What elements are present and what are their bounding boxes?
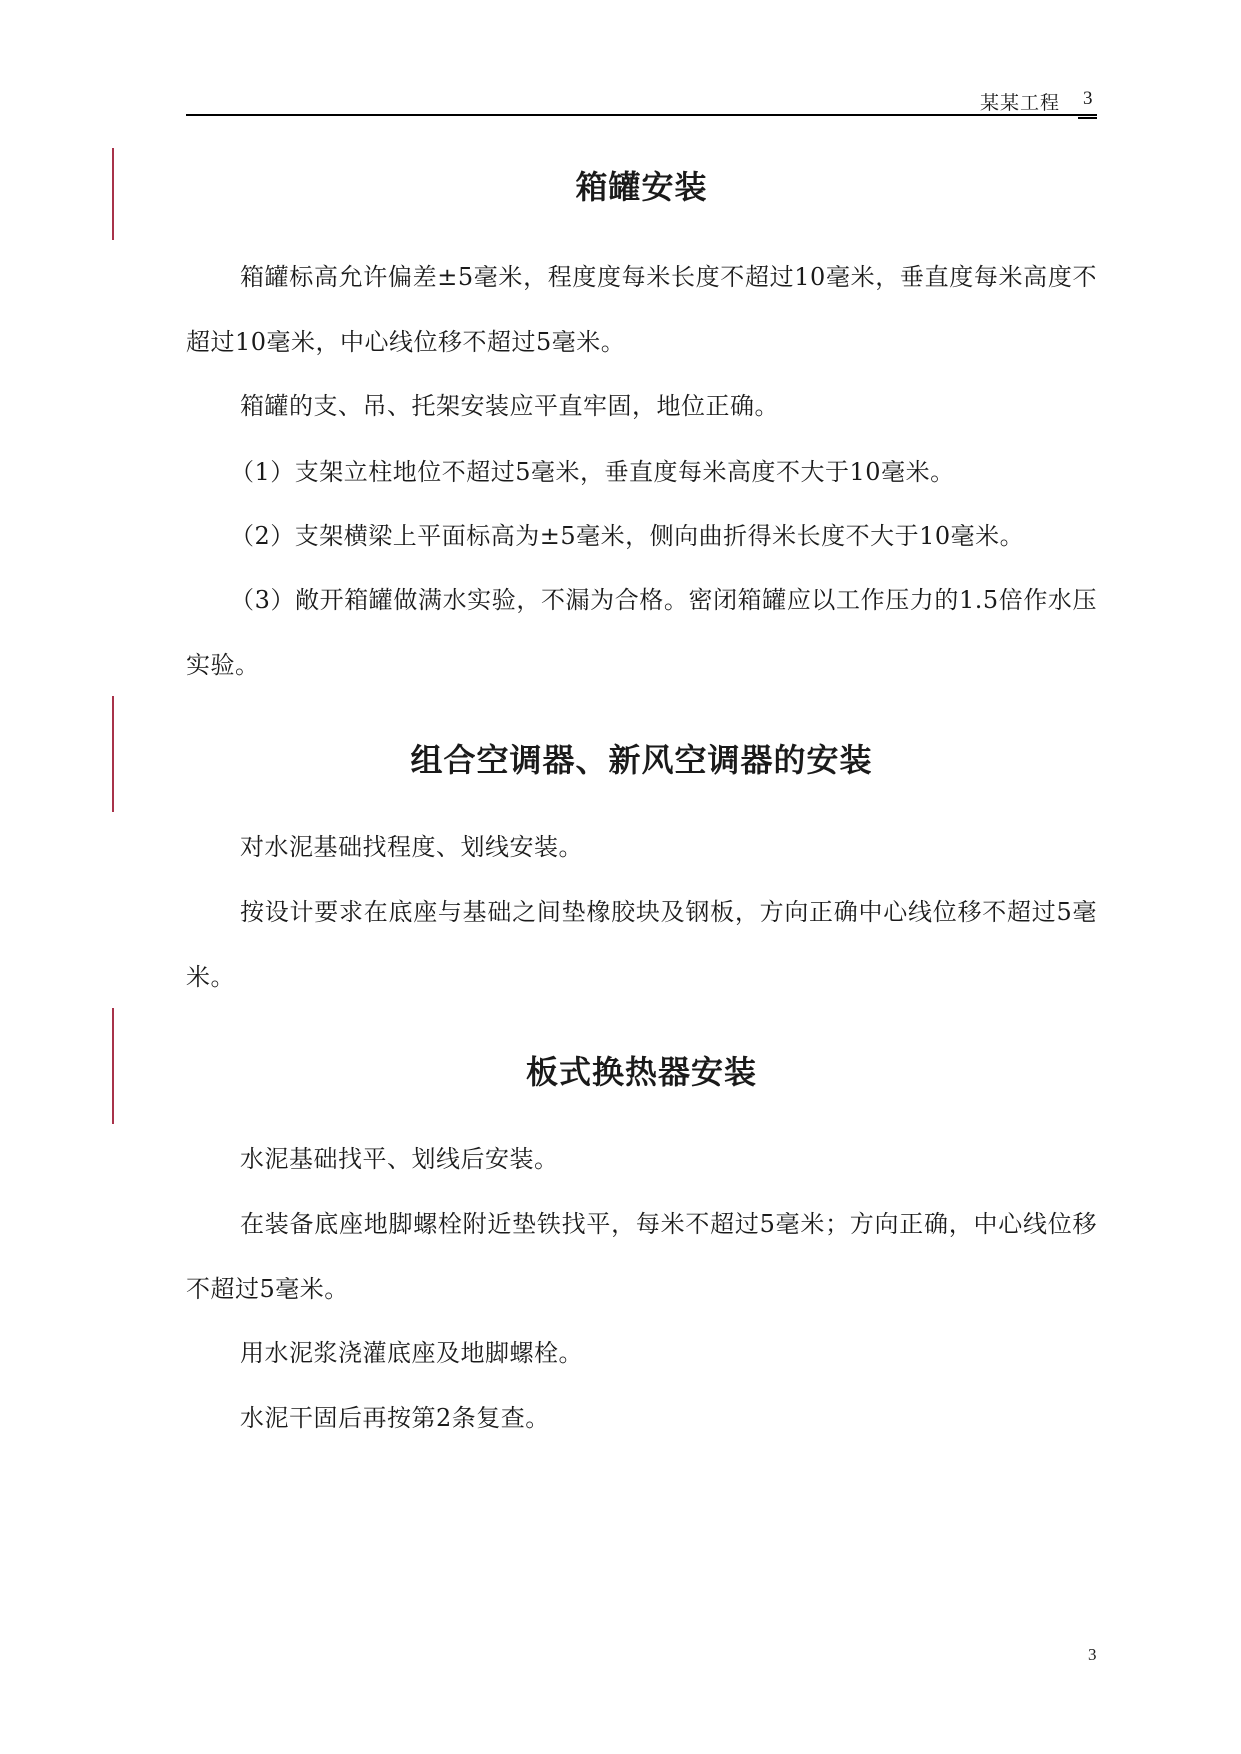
paragraph: 箱罐的支、吊、托架安装应平直牢固，地位正确。 <box>240 392 779 420</box>
section-marker <box>112 1008 114 1124</box>
section-marker <box>112 148 114 240</box>
footer-page-number: 3 <box>1088 1645 1097 1664</box>
header-page-number: 3 <box>1083 88 1093 109</box>
section-heading: 箱罐安装 <box>575 168 708 206</box>
paragraph: 水泥基础找平、划线后安装。 <box>240 1145 559 1173</box>
paragraph: 箱罐标高允许偏差±5毫米，程度度每米长度不超过10毫米，垂直度每米高度不超过10毫米，中心线位移不超过5毫米。 <box>186 263 1097 356</box>
paragraph: （1）支架立柱地位不超过5毫米，垂直度每米高度不大于10毫米。 <box>230 458 955 486</box>
paragraph: 对水泥基础找程度、划线安装。 <box>240 833 583 861</box>
header-rule <box>186 114 1097 116</box>
section-heading: 板式换热器安装 <box>525 1053 757 1091</box>
header-page-number-underline <box>1078 117 1097 119</box>
paragraph: 水泥干固后再按第2条复查。 <box>240 1404 550 1432</box>
paragraph: 按设计要求在底座与基础之间垫橡胶块及钢板，方向正确中心线位移不超过5毫米。 <box>186 898 1097 991</box>
paragraph: 在装备底座地脚螺栓附近垫铁找平，每米不超过5毫米；方向正确，中心线位移不超过5毫米。 <box>186 1210 1097 1303</box>
paragraph: （2）支架横梁上平面标高为±5毫米，侧向曲折得米长度不大于10毫米。 <box>230 522 1025 550</box>
header-title: 某某工程 <box>980 92 1061 114</box>
section-marker <box>112 696 114 812</box>
section-heading: 组合空调器、新风空调器的安装 <box>410 741 873 779</box>
paragraph: （3）敞开箱罐做满水实验，不漏为合格。密闭箱罐应以工作压力的1.5倍作水压实验。 <box>186 586 1097 679</box>
paragraph: 用水泥浆浇灌底座及地脚螺栓。 <box>240 1339 583 1367</box>
